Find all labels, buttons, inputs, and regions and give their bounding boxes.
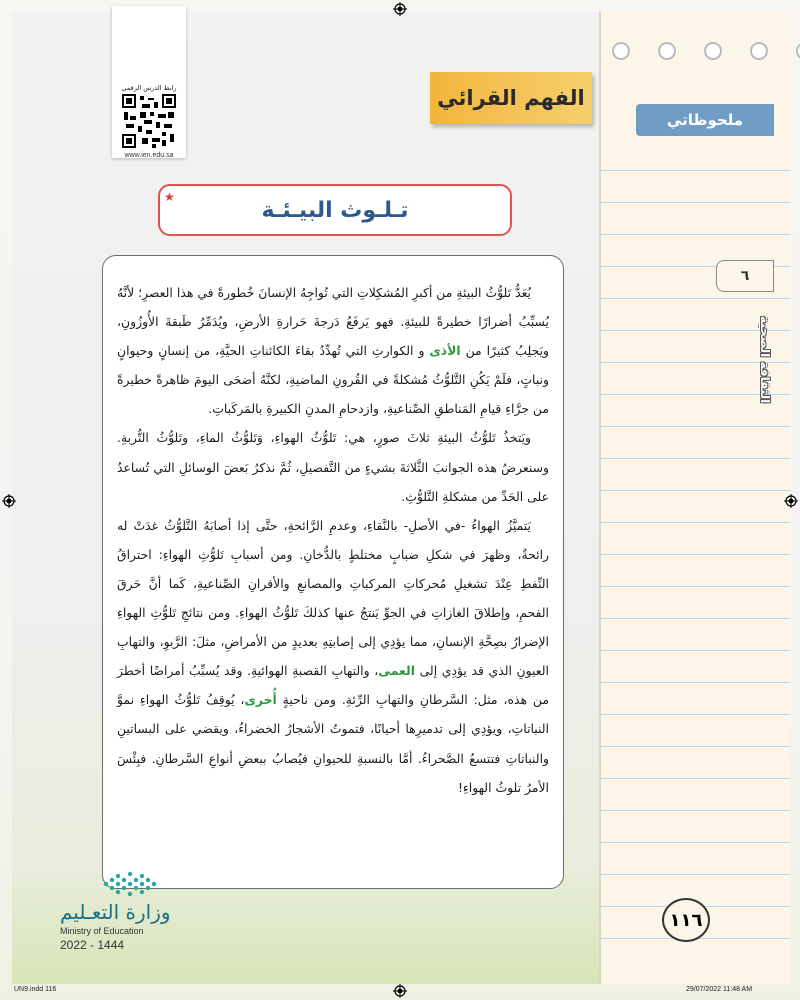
reading-passage [117,278,549,802]
section-banner-label: الفهم القرائي [437,86,585,110]
binder-hole [704,42,722,60]
notebook-line [600,298,790,299]
binder-hole [796,42,800,60]
ministry-name-english: Ministry of Education [60,926,144,936]
notebook-line [600,586,790,587]
notebook-line [600,842,790,843]
paragraph [117,511,549,802]
highlighted-word: العمى [378,663,415,679]
qr-code-icon[interactable] [122,94,176,148]
section-banner [430,72,592,124]
notebook-line [600,202,790,203]
registration-mark-icon [784,494,798,508]
notebook-line [600,522,790,523]
reading-passage-box [102,255,564,889]
notebook-line [600,874,790,875]
qr-title: رابط الدرس الرقمي [121,84,177,92]
panel-divider [599,12,601,984]
notebook-line [600,490,790,491]
page-number: ١١٦ [662,898,710,942]
unit-title: الثقافة الصحية [758,316,772,404]
ministry-year: 2022 - 1444 [60,938,125,952]
ministry-logo-icon [98,864,162,902]
notebook-line [600,714,790,715]
highlighted-word: الأذى [429,343,461,359]
notebook-line [600,170,790,171]
lesson-title-box [158,184,512,236]
star-icon: ★ [164,190,175,204]
notebook-line [600,458,790,459]
binder-hole [612,42,630,60]
paragraph [117,423,549,510]
binder-hole [750,42,768,60]
highlighted-word: أُخرى [244,692,277,708]
paragraph-text: ، يُوقِفُ تَلوُّثُ الهواءِ نموَّ النباتاتِ، ويؤدِي إلى تدميرِها أحيانًا، فتموتُ الأشجارُ الخضراءُ، ويقضي على البساتينِ والنباتاتِ فتتسعُ الصَّحراءُ. أمَّا بالنسبةِ للحيوانِ فيُصابُ ببعضِ أنواعِ السَّرطانِ. فبِئْسَ الأمرُ تلوثُ الهواءِ! [117,692,549,795]
paragraph-text: ، والتهابِ القصبةِ الهوائيةِ. وقد يُسبِّبُ أمراضًا أخطرَ من هذه، مثل: السَّرطانِ والتهابِ الرِّئةِ. ومن ناحيةٍ [117,663,549,708]
notes-tab-label: ملحوظاتي [666,111,744,129]
unit-number-tab: ٦ [716,260,774,292]
notebook-line [600,682,790,683]
registration-mark-icon [2,494,16,508]
footer-date: 29/07/2022 11:48 AM [686,986,753,993]
notebook-line [600,618,790,619]
paragraph-text: ويَتخذُ تَلوُّثُ البيئةِ ثلاثَ صورٍ، هي: تَلوُّثُ الهواءِ، وَتَلوُّثُ الماءِ، وتَلوُّثُ التُّربةِ. وسنعرضُ هذه الجوانبَ الثَّلاثةَ بشيءٍ من التَّفصيلِ، ثُمَّ نذكرُ بَعضَ الوسائلِ التي تُساعدُ على الحَدِّ من مشكلةِ التَّلوُّثِ. [117,430,549,504]
notebook-line [600,234,790,235]
footer-file: UN9.indd 116 [14,986,57,993]
ministry-name-arabic: وزارة التعـليم [60,900,171,924]
notebook-line [600,810,790,811]
notebook-line [600,554,790,555]
registration-mark-icon [393,2,407,16]
registration-mark-icon [393,984,407,998]
binder-holes [612,42,800,60]
paragraph-text: يَتميَّزُ الهواءُ -في الأصلِ- بالنَّقاءِ، وعدمِ الرَّائحةِ، حتَّى إذا أصابَهُ التَّلوُّثُ غدَتْ له رائحةٌ، وظهرَ في شكلِ ضبابٍ مختلطٍ بالدُّخانِ. ومن أسبابِ تَلوُّثِ الهواءِ: احتراقُ النِّفطِ عِنْدَ تشغيلِ مُحركاتِ المركباتِ والمصانعِ والأفرانِ الصِّناعيةِ، كَما أنَّ حَرقَ الفحمِ، وإطلاقَ الغازاتِ في الجوِّ يَنتجُ عنها كذلكَ تَلوُّثُ الهواءِ. ومن نتائجِ تَلوُّثِ الهواءِ الإضرارُ بصِحَّةِ الإنسانِ، مما يؤدِي إلى إصابتِهِ بعديدٍ من الأمراضِ، مثلَ: الرَّبوِ، والتهابِ العيونِ الذي قد يؤدِي إلى [117,517,549,679]
notes-tab [636,104,774,136]
qr-card[interactable] [112,6,186,158]
notes-panel [600,12,790,984]
lesson-title: تـلـوث البيـئـة [261,197,409,223]
paragraph [117,278,549,423]
binder-hole [658,42,676,60]
paragraph-text: و الكوارثِ التي تُهدِّدُ بقاءَ الكائناتِ الحيَّةِ، من إنسانٍ وحيوانٍ ونباتٍ، فلَمْ يَكُنِ التَّلوُّثُ مُشكلةً في القُرونِ الماضيةِ، لكنَّهُ أضحَى اليومَ ظاهرةً خطيرةً من جرَّاءِ قيامِ المَناطقِ الصِّناعيةِ، وازدحامِ المدنِ الكبيرةِ بالمَركَباتِ. [117,343,549,417]
notebook-line [600,778,790,779]
qr-url[interactable]: www.ien.edu.sa [124,152,174,159]
notebook-line [600,650,790,651]
notebook-line [600,426,790,427]
notebook-line [600,746,790,747]
paragraph-text: يُعَدُّ تَلوُّثُ البيئةِ من أكبرِ المُشكِلاتِ التي تُواجِهُ الإنسانَ خُطورةً في هذا العصرِ؛ لأنَّهُ يُسبِّبُ أضرارًا خطيرةً للبيئةِ. فهو يَرفَعُ دَرجةَ حَرارةِ الأرضِ، ويُدَمِّرُ طَبقةَ الأُوزُونِ، ويَجلِبُ كثيرًا من [117,285,549,359]
